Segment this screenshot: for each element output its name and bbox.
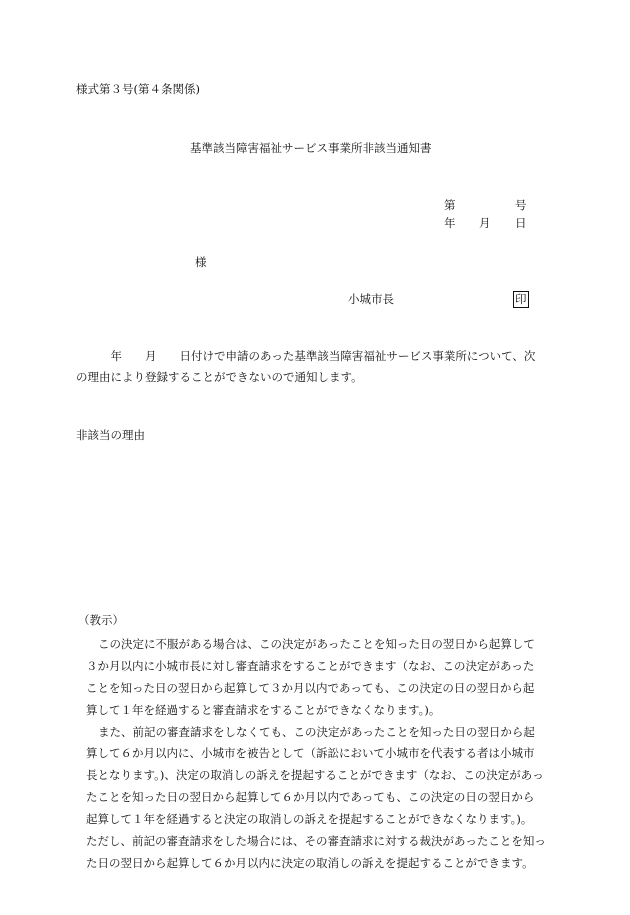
notice-line: たことを知った日の翌日から起算して６か月以内であっても、この決定の日の翌日から [86,790,535,805]
notice-line: ３か月以内に小城市長に対し審査請求をすることができます（なお、この決定があった [86,658,535,673]
notice-line: 算して６か月以内に、小城市を被告として（訴訟において小城市を代表する者は小城市 [86,746,535,761]
addressee-suffix: 様 [195,255,207,269]
notice-line: 長となります。)、決定の取消しの訴えを提起することができます（なお、この決定があっ [86,768,544,783]
date-year-label: 年 [444,216,456,230]
notice-line: 起算して１年を経過すると決定の取消しの訴えを提起することができなくなります。)。 [86,812,533,827]
issuer-name: 小城市長 [348,292,394,306]
date-month-label: 月 [479,216,491,230]
reason-label: 非該当の理由 [76,428,145,442]
seal-mark: 印 [515,292,527,306]
form-number: 様式第３号(第４条関係) [76,82,200,96]
notice-heading: （教示） [78,613,124,627]
notice-line: この決定に不服がある場合は、この決定があったことを知った日の翌日から起算して [98,637,535,651]
date-day-label: 日 [515,216,527,230]
notice-line: た日の翌日から起算して６か月以内に決定の取消しの訴えを提起することができます。 [86,855,534,870]
body-text-line-1: 年 月 日付けで申請のあった基準該当障害福祉サービス事業所について、次 [76,349,536,363]
notice-line: 算して１年を経過すると審査請求をすることができなくなります。)。 [86,702,441,717]
notice-body [86,634,566,875]
body-text-line-2: の理由により登録することができないので通知します。 [76,370,363,384]
number-label: 第 [444,198,456,212]
number-suffix: 号 [515,198,527,212]
notice-line: また、前記の審査請求をしなくても、この決定があったことを知った日の翌日から起 [98,724,535,739]
notice-line: ことを知った日の翌日から起算して３か月以内であっても、この決定の日の翌日から起 [86,680,535,695]
document-title: 基準該当障害福祉サービス事業所非該当通知書 [190,141,432,155]
notice-line: ただし、前記の審査請求をした場合には、その審査請求に対する裁決があったことを知っ [86,834,546,849]
